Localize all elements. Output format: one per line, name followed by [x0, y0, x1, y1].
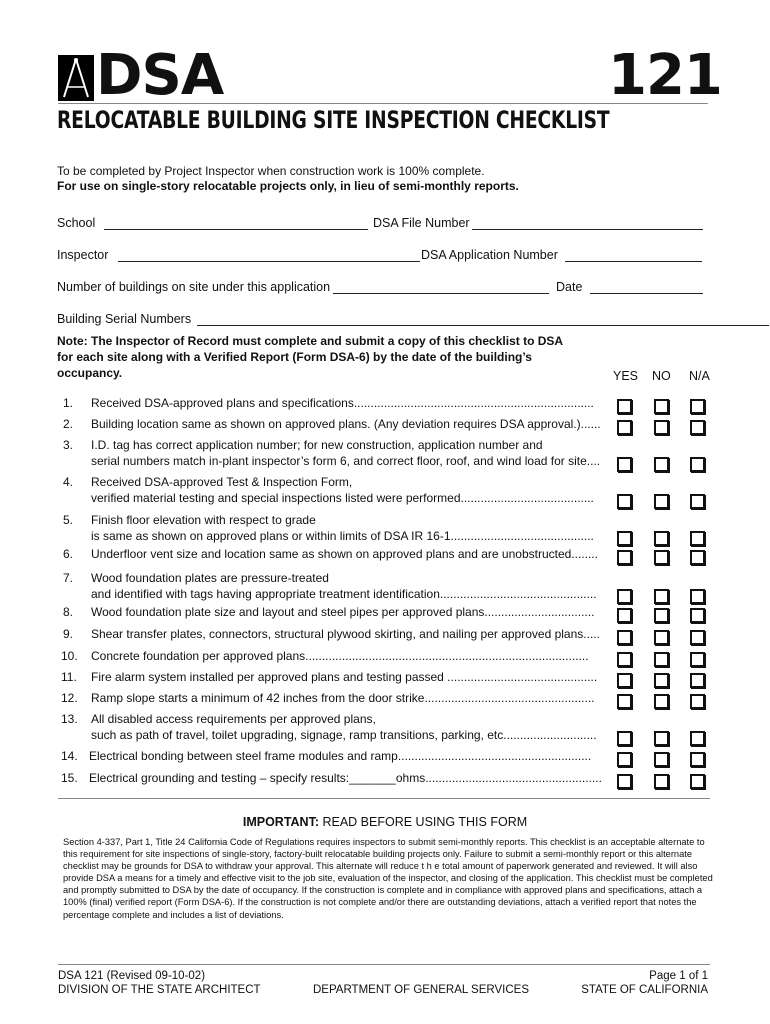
- item-5-na-checkbox[interactable]: [690, 531, 705, 546]
- item-4-no-checkbox[interactable]: [654, 494, 669, 509]
- item-text: Ramp slope starts a minimum of 42 inches from the door strike...................................................: [91, 691, 595, 705]
- item-4-na-checkbox[interactable]: [690, 494, 705, 509]
- item-number: 8.: [63, 605, 74, 619]
- serial-numbers-field[interactable]: [197, 325, 769, 326]
- inspector-label: Inspector: [57, 248, 109, 262]
- item-text: I.D. tag has correct application number; for new construction, application number and: [91, 438, 543, 452]
- item-5-yes-checkbox[interactable]: [617, 531, 632, 546]
- item-15-yes-checkbox[interactable]: [617, 774, 632, 789]
- item-8-na-checkbox[interactable]: [690, 608, 705, 623]
- item-text: Fire alarm system installed per approved plans and testing passed .............................................: [91, 670, 598, 684]
- column-na: N/A: [689, 369, 710, 383]
- item-10-na-checkbox[interactable]: [690, 652, 705, 667]
- item-2-yes-checkbox[interactable]: [617, 420, 632, 435]
- item-number: 6.: [63, 547, 74, 561]
- item-text: and identified with tags having appropriate treatment identification...............................................: [91, 587, 597, 601]
- section-divider: [58, 798, 710, 799]
- item-10-yes-checkbox[interactable]: [617, 652, 632, 667]
- item-text: Wood foundation plate size and layout and steel pipes per approved plans.................................: [91, 605, 595, 619]
- item-8-yes-checkbox[interactable]: [617, 608, 632, 623]
- dsa-logo-text: DSA: [96, 43, 224, 108]
- item-text: Electrical grounding and testing – specify results:_______ohms.....................................................: [89, 771, 602, 785]
- footer-state: STATE OF CALIFORNIA: [581, 984, 708, 996]
- item-1-na-checkbox[interactable]: [690, 399, 705, 414]
- item-text: Wood foundation plates are pressure-treated: [91, 571, 329, 585]
- item-12-yes-checkbox[interactable]: [617, 694, 632, 709]
- item-text: Electrical bonding between steel frame modules and ramp..........................................................: [89, 749, 592, 763]
- item-13-na-checkbox[interactable]: [690, 731, 705, 746]
- header-divider: [58, 103, 708, 104]
- item-text: Received DSA-approved plans and specifications........................................................................: [91, 396, 594, 410]
- inspector-note: Note: The Inspector of Record must complete and submit a copy of this checklist to DSA for each site along with a Verified Report (Form DSA-6) by the date of the building’s occupancy.: [57, 334, 563, 380]
- item-15-na-checkbox[interactable]: [690, 774, 705, 789]
- item-number: 12.: [61, 691, 78, 705]
- item-13-no-checkbox[interactable]: [654, 731, 669, 746]
- important-label: IMPORTANT:: [242, 815, 319, 829]
- item-3-no-checkbox[interactable]: [654, 457, 669, 472]
- form-number: 121: [608, 43, 722, 108]
- item-number: 9.: [63, 627, 74, 641]
- item-6-na-checkbox[interactable]: [690, 550, 705, 565]
- item-number: 14.: [61, 749, 78, 763]
- item-text: Underfloor vent size and location same as shown on approved plans and are unobstructed........: [91, 547, 598, 561]
- item-text: Finish floor elevation with respect to grade: [91, 513, 316, 527]
- item-11-na-checkbox[interactable]: [690, 673, 705, 688]
- footer-department: DEPARTMENT OF GENERAL SERVICES: [313, 984, 529, 996]
- item-text: Received DSA-approved Test & Inspection Form,: [91, 475, 353, 489]
- footer-page-number: Page 1 of 1: [649, 970, 708, 982]
- item-text: serial numbers match in-plant inspector’s form 6, and correct floor, roof, and wind load for site....: [91, 454, 601, 468]
- dsa-application-number-label: DSA Application Number: [421, 248, 558, 262]
- item-12-no-checkbox[interactable]: [654, 694, 669, 709]
- num-buildings-label: Number of buildings on site under this application: [57, 280, 331, 294]
- item-text: Concrete foundation per approved plans.....................................................................................: [91, 649, 589, 663]
- item-6-no-checkbox[interactable]: [654, 550, 669, 565]
- item-8-no-checkbox[interactable]: [654, 608, 669, 623]
- item-number: 4.: [63, 475, 74, 489]
- item-text: such as path of travel, toilet upgrading, signage, ramp transitions, parking, etc............................: [91, 728, 597, 742]
- item-number: 1.: [63, 396, 74, 410]
- serial-numbers-label: Building Serial Numbers: [57, 312, 192, 326]
- school-label: School: [57, 216, 96, 230]
- item-text: All disabled access requirements per approved plans,: [91, 712, 376, 726]
- item-4-yes-checkbox[interactable]: [617, 494, 632, 509]
- date-label: Date: [556, 280, 583, 294]
- item-number: 7.: [63, 571, 74, 585]
- item-14-na-checkbox[interactable]: [690, 752, 705, 767]
- item-13-yes-checkbox[interactable]: [617, 731, 632, 746]
- item-9-na-checkbox[interactable]: [690, 630, 705, 645]
- item-14-yes-checkbox[interactable]: [617, 752, 632, 767]
- item-2-no-checkbox[interactable]: [654, 420, 669, 435]
- footer-form-revision: DSA 121 (Revised 09-10-02): [58, 970, 206, 982]
- dsa-file-number-field[interactable]: [472, 229, 703, 230]
- item-1-no-checkbox[interactable]: [654, 399, 669, 414]
- date-field[interactable]: [590, 293, 703, 294]
- item-number: 2.: [63, 417, 74, 431]
- item-number: 15.: [61, 771, 78, 785]
- item-text: verified material testing and special inspections listed were performed........................................: [91, 491, 594, 505]
- item-number: 5.: [63, 513, 74, 527]
- item-text: is same as shown on approved plans or within limits of DSA IR 16-1...........................................: [91, 529, 594, 543]
- item-6-yes-checkbox[interactable]: [617, 550, 632, 565]
- column-no: NO: [652, 369, 671, 383]
- item-7-yes-checkbox[interactable]: [617, 589, 632, 604]
- footer-divider: [58, 964, 710, 965]
- item-text: Shear transfer plates, connectors, structural plywood skirting, and nailing per approved plans.....: [91, 627, 600, 641]
- item-9-no-checkbox[interactable]: [654, 630, 669, 645]
- dsa-compass-logo-icon: [58, 55, 94, 101]
- intro-line-1: To be completed by Project Inspector when construction work is 100% complete.: [57, 164, 485, 178]
- dsa-application-number-field[interactable]: [565, 261, 702, 262]
- item-9-yes-checkbox[interactable]: [617, 630, 632, 645]
- footer-division: DIVISION OF THE STATE ARCHITECT: [58, 984, 261, 996]
- item-11-yes-checkbox[interactable]: [617, 673, 632, 688]
- item-12-na-checkbox[interactable]: [690, 694, 705, 709]
- item-2-na-checkbox[interactable]: [690, 420, 705, 435]
- page-title: RELOCATABLE BUILDING SITE INSPECTION CHECKLIST: [57, 106, 610, 134]
- column-yes: YES: [613, 369, 639, 383]
- inspector-field[interactable]: [118, 261, 420, 262]
- important-heading: [0, 815, 770, 829]
- important-text: READ BEFORE USING THIS FORM: [322, 815, 528, 829]
- item-text: Building location same as shown on approved plans. (Any deviation requires DSA approval.)......: [91, 417, 601, 431]
- item-7-no-checkbox[interactable]: [654, 589, 669, 604]
- item-number: 3.: [63, 438, 74, 452]
- item-number: 11.: [61, 670, 77, 684]
- item-3-yes-checkbox[interactable]: [617, 457, 632, 472]
- item-7-na-checkbox[interactable]: [690, 589, 705, 604]
- num-buildings-field[interactable]: [333, 293, 549, 294]
- item-1-yes-checkbox[interactable]: [617, 399, 632, 414]
- dsa-file-number-label: DSA File Number: [373, 216, 470, 230]
- item-11-no-checkbox[interactable]: [654, 673, 669, 688]
- item-14-no-checkbox[interactable]: [654, 752, 669, 767]
- item-3-na-checkbox[interactable]: [690, 457, 705, 472]
- item-15-no-checkbox[interactable]: [654, 774, 669, 789]
- item-number: 13.: [61, 712, 78, 726]
- school-field[interactable]: [104, 229, 368, 230]
- intro-line-2: For use on single-story relocatable projects only, in lieu of semi-monthly reports.: [57, 179, 519, 193]
- item-5-no-checkbox[interactable]: [654, 531, 669, 546]
- instructions-paragraph: Section 4-337, Part 1, Title 24 California Code of Regulations requires inspectors to submit semi-monthly reports. This checklist is an acceptable alternate to this requirement for site inspections of single-story, factory-built relocatable building projects only. Failure to submit a semi-monthly report or this alternate checklist may be grounds for DSA to withdraw your approval. This alternate will reduce t h e total amount of paperwork generated and reviewed. It will also provide DSA a means for a timely and effective visit to the job site, evaluation of the inspector, and closing of the application. This checklist must be completed and promptly submitted to DSA by the date of occupancy. If the construction is complete and in compliance with approved plans and specifications, attach a 100% (final) verified report (Form DSA-6). If the construction is not complete and/or there are outstanding deviations, attach a verified report that notes the percentage complete and includes a list of deviations.: [63, 837, 713, 920]
- item-10-no-checkbox[interactable]: [654, 652, 669, 667]
- item-number: 10.: [61, 649, 78, 663]
